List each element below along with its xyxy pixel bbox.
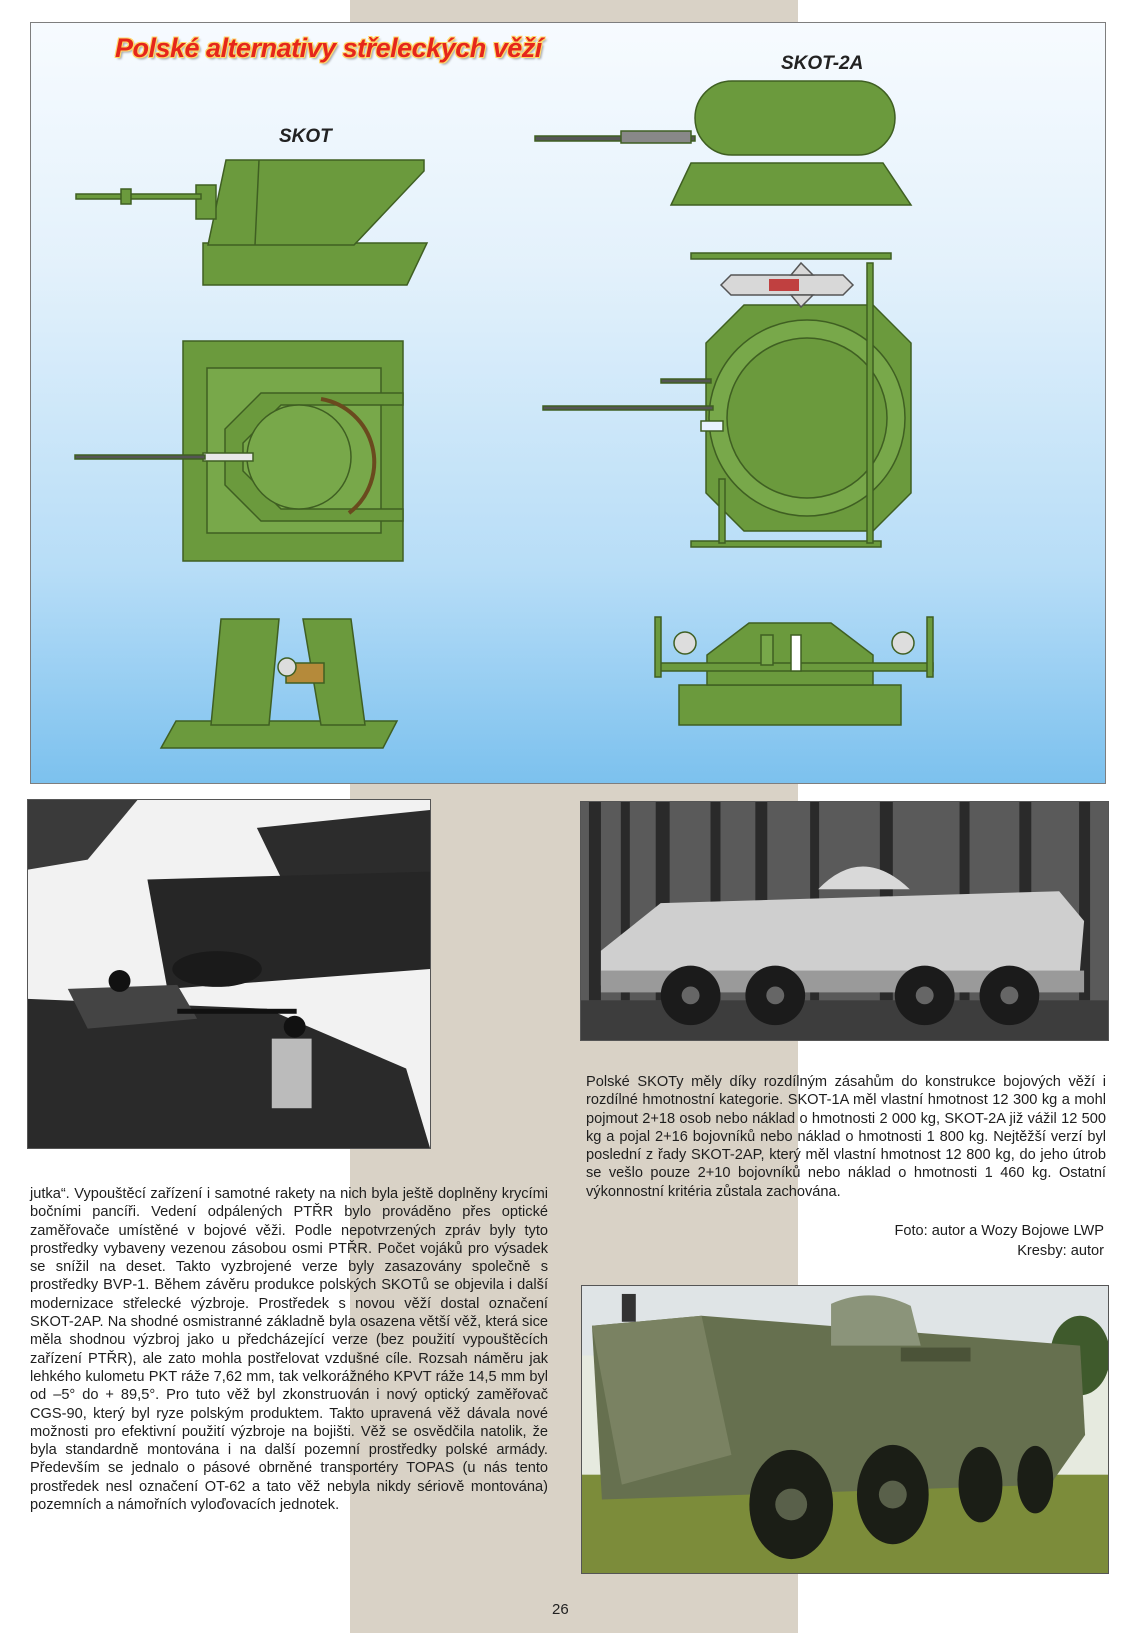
article-text-right: Polské SKOTy měly díky rozdílným zásahům do konstrukce bojových věží i rozdílné hmotnostní kategorie. SKOT-1A měl vlastní hmotnost 12 300 kg a mohl pojmout 2+18 osob nebo náklad o hmotnosti 2 000 kg, SKOT-2A již vážil 12 500 kg a pojal 2+16 bojovníků nebo náklad o hmotnosti 1 800 kg. Nejtěžší verzí byl poslední z řady SKOT-2AP, který měl vlastní hmotnost 12 800 kg, do jeho útrob se vešlo pouze 2+10 bojovníků nebo náklad o hmotnosti 1 460 kg. Ostatní výkonnostní kritéria zůstala zachována. [586,1074,1106,1200]
turret-drawings-panel [30,22,1106,784]
skot-top-view [75,341,403,561]
page-number: 26 [552,1601,569,1618]
skot-front-view [161,619,397,748]
credit-photo: Foto: autor a Wozy Bojowe LWP [894,1223,1104,1239]
photo-skot-2ap-front [581,1285,1109,1574]
panel-title: Polské alternativy střeleckých věží [115,33,542,63]
skot-side-view [76,160,427,285]
turret-drawings [31,23,1105,783]
photo-credits [894,1221,1104,1261]
skot2a-top-view [543,253,911,547]
skot2a-side-view [535,81,911,205]
label-skot: SKOT [279,126,332,147]
photo-skot-side-forest [580,801,1109,1041]
label-skot-2a: SKOT-2A [781,53,864,74]
article-text-left: jutka“. Vypouštěcí zařízení i samotné rakety na nich byla ještě doplněny krycími bočními pancíři. Vedení odpálených PTŘR bylo prováděno přes optické zaměřovače umístěné v bojové věži. Podle nepotvrzených zpráv byly tyto prostředky vybaveny vezenou zásobou osmi PTŘR. Počet vojáků pro výsadek se snížil na deset. Takto vyzbrojené verze byly zasazovány společně s prostředky BVP-1. Během závěru produkce polských SKOTů se objevila i další modernizace střelecké výzbroje. Prostředek s novou věží dostal označení SKOT-2AP. Na shodné osmistranné základně byla osazena větší věž, která sice měla shodnou výzbroj jako u předcházející verze (bez použití vypouštěcích zařízení PTŘR), ale zato mohla postřelovat vzdušné cíle. Rozsah náměru jak lehkého kulometu PKT ráže 7,62 mm, tak velkorážného KPVT ráže 14,5 mm byl od –5° do + 89,5°. Pro tuto věž byl zkonstruován i nový optický zaměřovač CGS-90, který byl ryze polským produktem. Takto upravená věž dávala nové možnosti pro efektivní použití výzbroje na bojišti. Věž se osvědčila natolik, že byla standardně montována i na další pozemní prostředky polské armády. Především se jednalo o pásové obrněné transportéry TOPAS (u nás tento prostředek nesl označení OT-62 a tato věž nebyla nikdy sériově montována) pozemních a námořních vyloďovacích jednotek. [30,1186,548,1514]
credit-drawings: Kresby: autor [1017,1243,1104,1259]
skot2a-front-view [655,617,933,725]
photo-skot-vehicles-column [27,799,431,1149]
